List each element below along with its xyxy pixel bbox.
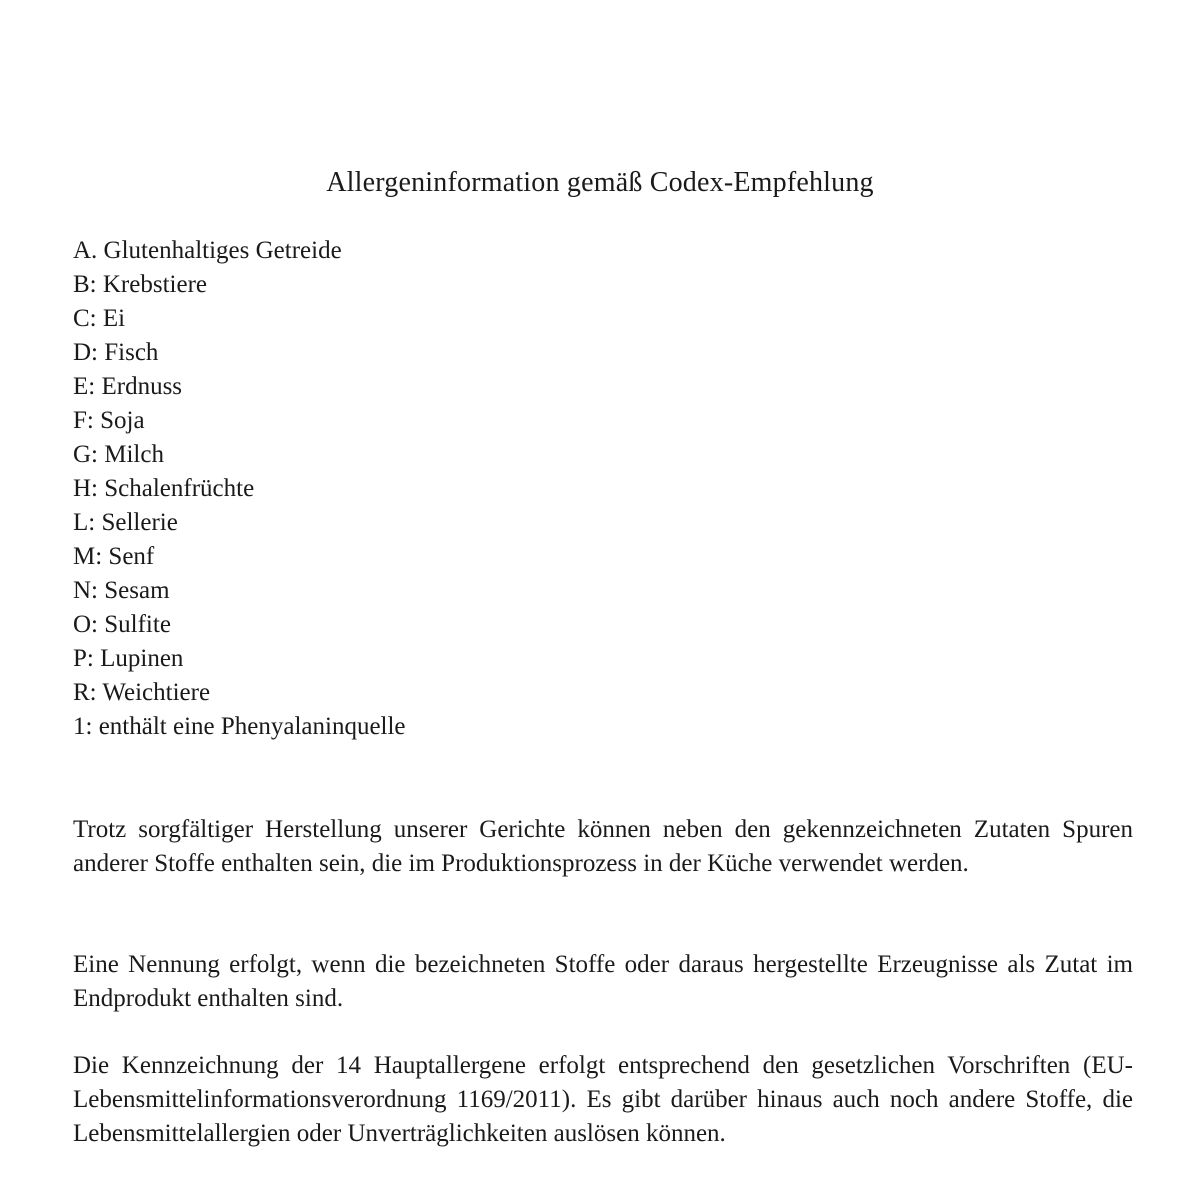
allergen-item-r: R: Weichtiere — [73, 679, 211, 706]
allergen-item-f: F: Soja — [73, 407, 145, 434]
allergen-item-m: M: Senf — [73, 543, 155, 570]
paragraph-regulation: Die Kennzeichnung der 14 Hauptallergene erfolgt entsprechend den gesetzlichen Vorschriften (EU-Lebensmittelinformationsverordnung 1169/2011). Es gibt darüber hinaus auch noch andere Stoffe, die Lebensmittelallergien oder Unverträglichkeiten auslösen können. — [73, 1052, 1133, 1147]
paragraph-traces: Trotz sorgfältiger Herstellung unserer Gerichte können neben den gekennzeichneten Zutaten Spuren anderer Stoffe enthalten sein, die im Produktionsprozess in der Küche verwendet werden. — [73, 816, 1133, 877]
allergen-item-o: O: Sulfite — [73, 611, 171, 638]
allergen-item-l: L: Sellerie — [73, 509, 178, 536]
allergen-item-a: A. Glutenhaltiges Getreide — [73, 237, 342, 264]
paragraph-naming: Eine Nennung erfolgt, wenn die bezeichneten Stoffe oder daraus hergestellte Erzeugnisse als Zutat im Endprodukt enthalten sind. — [73, 951, 1133, 1012]
allergen-item-h: H: Schalenfrüchte — [73, 475, 255, 502]
allergen-item-c: C: Ei — [73, 305, 126, 332]
allergen-item-e: E: Erdnuss — [73, 373, 183, 400]
allergen-item-n: N: Sesam — [73, 577, 170, 604]
allergen-item-g: G: Milch — [73, 441, 164, 468]
allergen-item-d: D: Fisch — [73, 339, 159, 366]
allergen-item-1: 1: enthält eine Phenyalaninquelle — [73, 713, 406, 740]
allergen-list — [73, 234, 406, 744]
page-title: Allergeninformation gemäß Codex-Empfehlung — [326, 167, 874, 198]
allergen-item-p: P: Lupinen — [73, 645, 184, 672]
allergen-item-b: B: Krebstiere — [73, 271, 207, 298]
